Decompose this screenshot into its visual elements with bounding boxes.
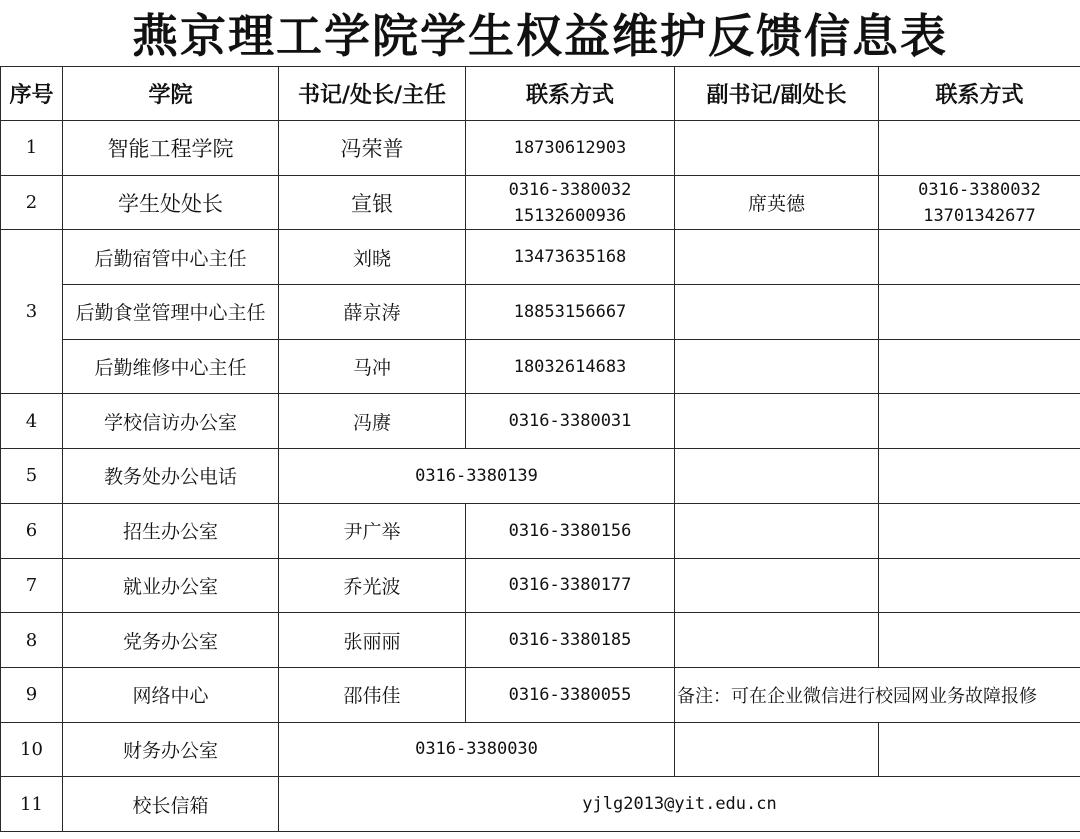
row-deputy-contact — [879, 230, 1080, 285]
row-dept: 智能工程学院 — [63, 121, 279, 176]
row-seq: 8 — [1, 613, 63, 668]
row-deputy — [675, 613, 879, 668]
table-row — [1, 722, 1080, 777]
row-deputy-contact — [879, 558, 1080, 613]
header-deputy-contact: 联系方式 — [879, 67, 1080, 121]
table-row — [1, 285, 1080, 340]
row-dept: 学校信访办公室 — [63, 394, 279, 449]
row-deputy — [675, 339, 879, 394]
contact-line: 13701342677 — [923, 205, 1036, 226]
row-contact — [466, 175, 675, 230]
row-deputy-contact — [879, 503, 1080, 558]
contact-line: 15132600936 — [513, 205, 627, 226]
row-leader: 冯赓 — [279, 394, 466, 449]
row-seq: 3 — [1, 230, 63, 394]
row-leader: 乔光波 — [279, 558, 466, 613]
contact-line: 0316-3380032 — [918, 179, 1041, 200]
row-leader: 尹广举 — [279, 503, 466, 558]
header-seq: 序号 — [1, 67, 63, 121]
row-leader: 刘晓 — [279, 230, 466, 285]
row-contact: 0316-3380156 — [466, 503, 675, 558]
row-leader: 张丽丽 — [279, 613, 466, 668]
row-deputy — [675, 503, 879, 558]
row-dept: 就业办公室 — [63, 558, 279, 613]
row-seq: 10 — [1, 722, 63, 777]
row-deputy-contact — [879, 175, 1080, 230]
contact-line: 0316-3380032 — [508, 179, 632, 200]
row-dept: 学生处处长 — [63, 175, 279, 230]
table-row — [1, 339, 1080, 394]
row-email[interactable]: yjlg2013@yit.edu.cn — [279, 777, 1080, 832]
row-deputy-contact — [879, 449, 1080, 504]
row-note: 备注：可在企业微信进行校园网业务故障报修 — [675, 667, 1080, 722]
row-seq: 5 — [1, 449, 63, 504]
row-leader: 薛京涛 — [279, 285, 466, 340]
table-row — [1, 121, 1080, 176]
row-contact: 0316-3380031 — [466, 394, 675, 449]
table-row — [1, 777, 1080, 832]
row-seq: 7 — [1, 558, 63, 613]
row-seq: 4 — [1, 394, 63, 449]
row-dept: 后勤食堂管理中心主任 — [63, 285, 279, 340]
row-deputy-contact — [879, 339, 1080, 394]
row-dept: 财务办公室 — [63, 722, 279, 777]
row-seq: 6 — [1, 503, 63, 558]
row-contact: 0316-3380030 — [279, 722, 675, 777]
row-deputy: 席英德 — [675, 175, 879, 230]
row-dept: 后勤宿管中心主任 — [63, 230, 279, 285]
table-header-row — [1, 67, 1080, 121]
header-deputy: 副书记/副处长 — [675, 67, 879, 121]
page-title: 燕京理工学院学生权益维护反馈信息表 — [132, 9, 948, 63]
row-dept: 招生办公室 — [63, 503, 279, 558]
table-row — [1, 394, 1080, 449]
row-dept: 党务办公室 — [63, 613, 279, 668]
row-leader: 邵伟佳 — [279, 667, 466, 722]
row-deputy — [675, 285, 879, 340]
table-row — [1, 449, 1080, 504]
row-seq: 1 — [1, 121, 63, 176]
row-contact: 18730612903 — [466, 121, 675, 176]
row-deputy — [675, 722, 879, 777]
row-seq: 2 — [1, 175, 63, 230]
row-contact: 0316-3380139 — [279, 449, 675, 504]
row-contact: 18853156667 — [466, 285, 675, 340]
header-leader: 书记/处长/主任 — [279, 67, 466, 121]
table-row — [1, 175, 1080, 230]
row-contact: 0316-3380185 — [466, 613, 675, 668]
header-contact: 联系方式 — [466, 67, 675, 121]
row-seq: 9 — [1, 667, 63, 722]
row-deputy — [675, 449, 879, 504]
contact-table — [0, 66, 1080, 832]
row-leader: 马冲 — [279, 339, 466, 394]
table-row — [1, 503, 1080, 558]
table-row — [1, 613, 1080, 668]
row-deputy — [675, 230, 879, 285]
row-deputy-contact — [879, 394, 1080, 449]
row-contact: 13473635168 — [466, 230, 675, 285]
row-leader: 宣银 — [279, 175, 466, 230]
row-deputy — [675, 394, 879, 449]
row-dept: 校长信箱 — [63, 777, 279, 832]
table-row — [1, 558, 1080, 613]
row-dept: 后勤维修中心主任 — [63, 339, 279, 394]
row-seq: 11 — [1, 777, 63, 832]
header-dept: 学院 — [63, 67, 279, 121]
row-leader: 冯荣普 — [279, 121, 466, 176]
row-deputy-contact — [879, 722, 1080, 777]
table-row — [1, 667, 1080, 722]
row-deputy-contact — [879, 121, 1080, 176]
row-dept: 网络中心 — [63, 667, 279, 722]
row-deputy-contact — [879, 613, 1080, 668]
row-dept: 教务处办公电话 — [63, 449, 279, 504]
row-contact: 0316-3380177 — [466, 558, 675, 613]
table-row — [1, 230, 1080, 285]
row-contact: 0316-3380055 — [466, 667, 675, 722]
row-deputy — [675, 121, 879, 176]
row-deputy — [675, 558, 879, 613]
row-deputy-contact — [879, 285, 1080, 340]
row-contact: 18032614683 — [466, 339, 675, 394]
